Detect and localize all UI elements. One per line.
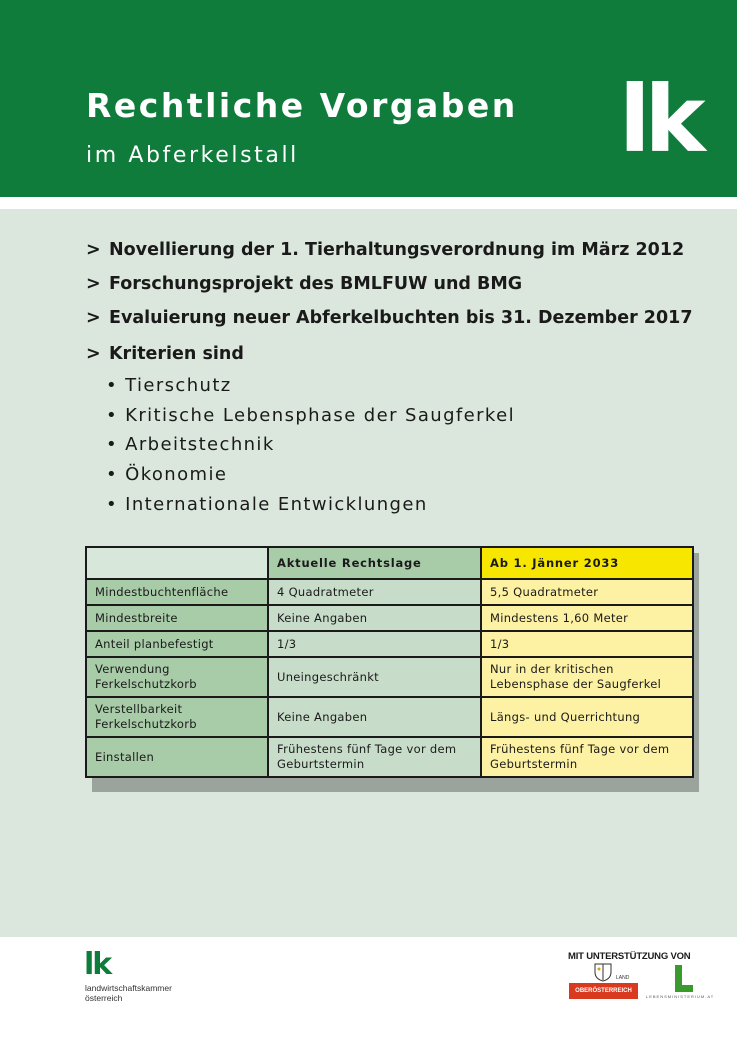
arrow-marker: > (86, 240, 101, 260)
cell-text: Frühestens fünf Tage vor dem Geburtstermin (490, 742, 670, 771)
criteria-item: • Internationale Entwicklungen (106, 494, 428, 515)
row-label-cell (87, 632, 267, 656)
row-label-cell (87, 606, 267, 630)
current-law-cell (269, 658, 480, 696)
cell-text: Keine Angaben (277, 610, 368, 625)
bullet-text: Forschungsprojekt des BMLFUW und BMG (109, 274, 523, 294)
arrow-marker: > (86, 344, 101, 364)
current-law-cell (269, 632, 480, 656)
current-law-cell (269, 738, 480, 776)
row-label-cell (87, 580, 267, 604)
arrow-marker: > (86, 308, 101, 328)
partner1-logo: OBERÖSTERREICH (569, 983, 638, 999)
cell-text: Nur in der kritischen Lebensphase der Saugferkel (490, 662, 662, 691)
arrow-marker: > (86, 274, 101, 294)
bullet-text: Novellierung der 1. Tierhaltungsverordnung im März 2012 (109, 240, 685, 260)
cell-text: 1/3 (490, 636, 510, 651)
future-law-cell (482, 698, 692, 736)
lebensministerium-logo-icon (672, 965, 696, 995)
lk-logo: lk (619, 66, 700, 173)
cell-text: 1/3 (277, 636, 297, 651)
cell-text: Anteil planbefestigt (95, 636, 214, 651)
cell-text: Verwendung Ferkelschutzkorb (95, 662, 197, 691)
future-law-cell (482, 580, 692, 604)
future-law-cell (482, 658, 692, 696)
bullet-item (86, 308, 693, 328)
cell-text: Aktuelle Rechtslage (277, 555, 422, 570)
cell-text: Keine Angaben (277, 709, 368, 724)
cell-text: Frühestens fünf Tage vor dem Geburtstermin (277, 742, 457, 771)
future-law-cell (482, 606, 692, 630)
current-law-cell (269, 606, 480, 630)
cell-text: Uneingeschränkt (277, 669, 379, 684)
criteria-item: • Arbeitstechnik (106, 434, 275, 455)
ooe-crest-icon (592, 962, 614, 982)
cell-text: Längs- und Querrichtung (490, 709, 641, 724)
future-law-cell (482, 738, 692, 776)
cell-text: 4 Quadratmeter (277, 584, 374, 599)
partner1-land-label: LAND (616, 975, 630, 981)
row-label-cell (87, 738, 267, 776)
header-divider (0, 197, 737, 209)
bullet-text: Evaluierung neuer Abferkelbuchten bis 31. Dezember 2017 (109, 308, 693, 328)
criteria-item: • Ökonomie (106, 464, 228, 485)
future-law-cell (482, 632, 692, 656)
cell-text: Verstellbarkeit Ferkelschutzkorb (95, 702, 197, 731)
cell-text: Einstallen (95, 749, 155, 764)
current-law-cell (269, 698, 480, 736)
page-title: Rechtliche Vorgaben (86, 86, 518, 125)
bullet-text: Kriterien sind (109, 344, 244, 364)
cell-text: Ab 1. Jänner 2033 (490, 555, 620, 570)
comparison-table (85, 546, 694, 778)
org-name-line2: österreich (85, 993, 123, 1003)
row-label-cell (87, 698, 267, 736)
row-label-cell (87, 658, 267, 696)
footer-lk-logo: lk (84, 947, 111, 982)
cell-text: Mindestens 1,60 Meter (490, 610, 629, 625)
criteria-item: • Tierschutz (106, 375, 232, 396)
current-law-cell (269, 580, 480, 604)
support-label: MIT UNTERSTÜTZUNG VON (568, 951, 691, 962)
cell-text: Mindestbuchtenfläche (95, 584, 229, 599)
cell-text: Mindestbreite (95, 610, 178, 625)
cell-text: 5,5 Quadratmeter (490, 584, 599, 599)
org-name-line1: landwirtschaftskammer (85, 983, 172, 993)
bullet-item (86, 344, 244, 364)
bullet-item (86, 240, 684, 260)
table-header-cell (87, 548, 267, 578)
page-subtitle: im Abferkelstall (86, 143, 299, 168)
partner2-label: LEBENSMINISTERIUM.AT (646, 994, 715, 999)
table-header-cell (269, 548, 480, 578)
criteria-item: • Kritische Lebensphase der Saugferkel (106, 405, 515, 426)
bullet-item (86, 274, 522, 294)
table-header-cell (482, 548, 692, 578)
